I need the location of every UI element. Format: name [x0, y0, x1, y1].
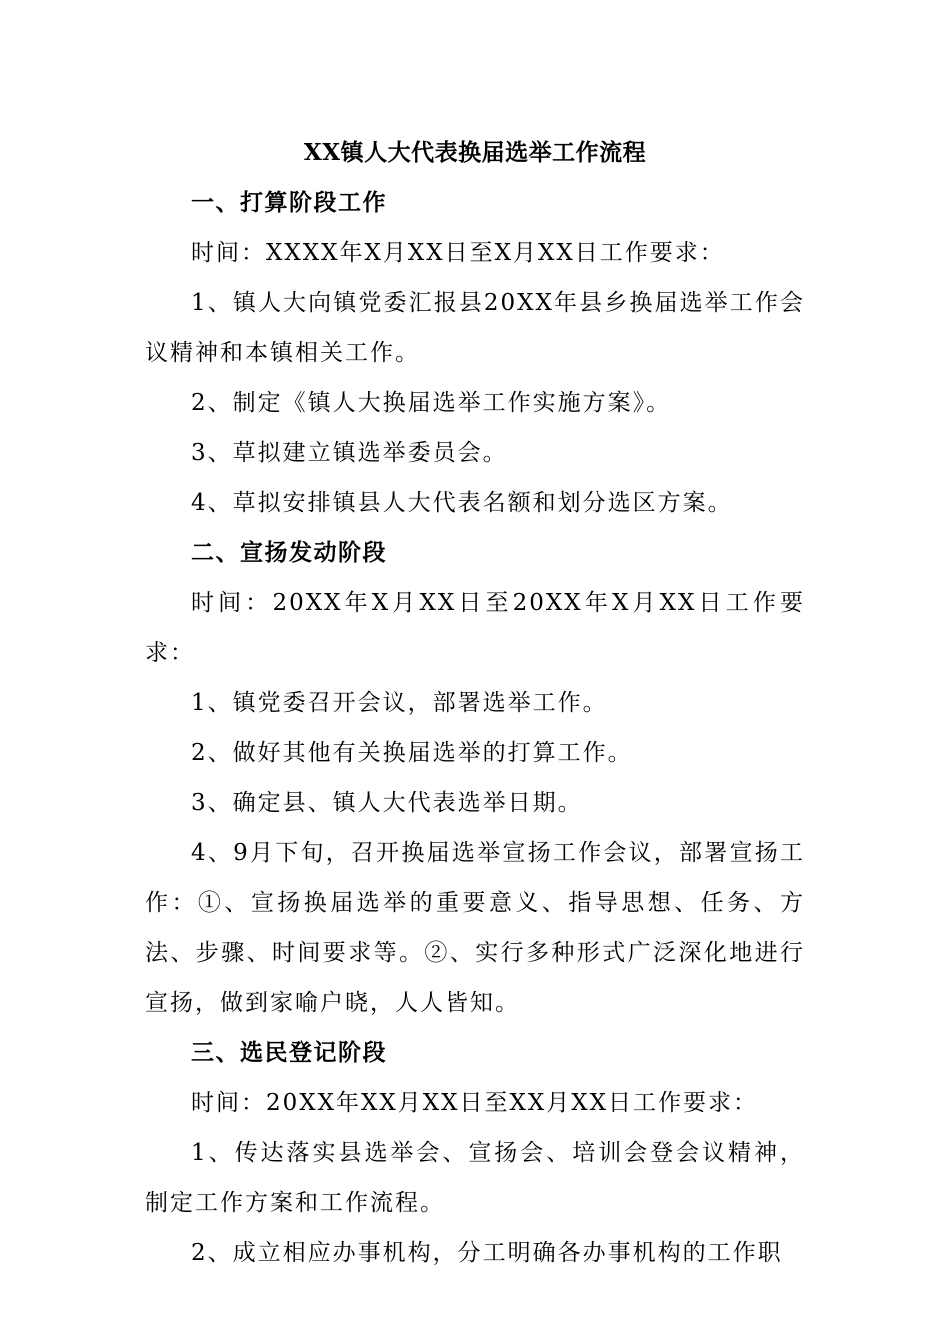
list-item: 3、确定县、镇人大代表选举日期。	[191, 790, 583, 816]
list-item: 2、做好其他有关换届选举的打算工作。	[191, 740, 633, 766]
section-heading: 三、选民登记阶段	[191, 1039, 387, 1066]
list-item: 2、成立相应办事机构，分工明确各办事机构的工作职	[191, 1240, 783, 1266]
document-body	[145, 178, 805, 1278]
list-item: 2、制定《镇人大换届选举工作实施方案》。	[191, 390, 672, 416]
section-heading: 一、打算阶段工作	[191, 189, 387, 216]
section-heading: 二、宣扬发动阶段	[191, 539, 387, 566]
section-time: 时间：20XX年X月XX日至20XX年X月XX日工作要求：	[145, 590, 805, 666]
section-time: 时间：XXXX年X月XX日至X月XX日工作要求：	[191, 240, 725, 266]
list-item: 3、草拟建立镇选举委员会。	[191, 440, 508, 466]
list-item: 4、草拟安排镇县人大代表名额和划分选区方案。	[191, 490, 733, 516]
list-item: 1、镇党委召开会议，部署选举工作。	[191, 690, 608, 716]
document-title: XX镇人大代表换届选举工作流程	[303, 139, 647, 166]
list-item: 4、9月下旬，召开换届选举宣扬工作会议，部署宣扬工作：①、宣扬换届选举的重要意义、指导思想、任务、方法、步骤、时间要求等。②、实行多种形式广泛深化地进行宣扬，做到家喻户晓，人人皆知。	[145, 840, 805, 1016]
section-time: 时间：20XX年XX月XX日至XX月XX日工作要求：	[191, 1090, 759, 1116]
list-item: 1、镇人大向镇党委汇报县20XX年县乡换届选举工作会议精神和本镇相关工作。	[145, 290, 805, 366]
list-item: 1、传达落实县选举会、宣扬会、培训会登会议精神，制定工作方案和工作流程。	[145, 1140, 805, 1216]
